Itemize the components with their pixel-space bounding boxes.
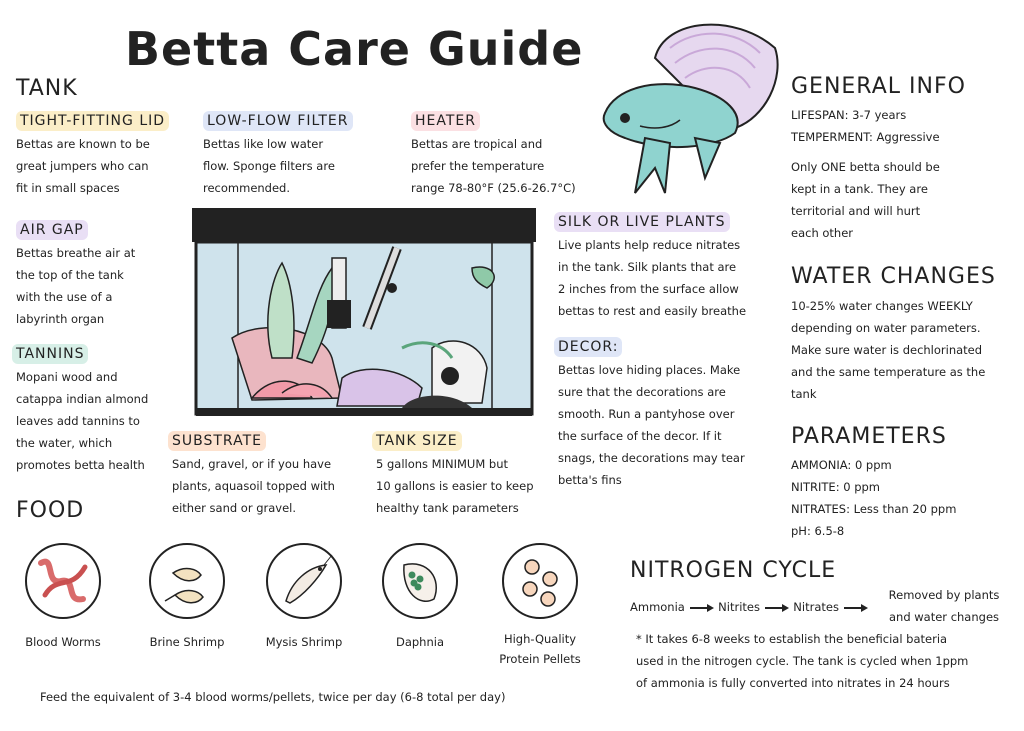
tank-size-block — [372, 430, 552, 519]
tank-heading: TANK — [16, 76, 78, 101]
general-text-line: territorial and will hurt — [791, 204, 921, 218]
decor-text-line: betta's fins — [558, 473, 622, 487]
nitrites-step: Nitrites — [718, 600, 760, 614]
plants-text-line: 2 inches from the surface allow — [558, 282, 739, 296]
nitrates-step: Nitrates — [793, 600, 839, 614]
heater-label: HEATER — [411, 111, 480, 131]
tight-fitting-lid-label: TIGHT-FITTING LID — [16, 111, 169, 131]
decor-text-line: the surface of the decor. If it — [558, 429, 722, 443]
food-item-blood-worms — [18, 543, 108, 649]
protein-pellets-icon — [502, 543, 578, 619]
arrow-right-icon — [764, 603, 790, 613]
decor-text-line: sure that the decorations are — [558, 385, 726, 399]
arrow-right-icon — [843, 603, 869, 613]
lid-text-line: great jumpers who can — [16, 159, 149, 173]
general-info-block — [791, 104, 1016, 244]
pellets-label-line: Protein Pellets — [499, 652, 581, 666]
heater-text-line: range 78-80°F (25.6-26.7°C) — [411, 181, 576, 195]
airgap-text-line: the top of the tank — [16, 268, 124, 282]
nitrite-parameter: NITRITE: 0 ppm — [791, 480, 880, 494]
substrate-text-line: plants, aquasoil topped with — [172, 479, 335, 493]
note-text-line: of ammonia is fully converted into nitrates in 24 hours — [636, 676, 950, 690]
tannins-text-line: Mopani wood and — [16, 370, 118, 384]
lid-text-line: Bettas are known to be — [16, 137, 150, 151]
air-gap-label: AIR GAP — [16, 220, 88, 240]
tanksize-text-line: healthy tank parameters — [376, 501, 519, 515]
blood-worms-icon — [25, 543, 101, 619]
nitrates-parameter: NITRATES: Less than 20 ppm — [791, 502, 957, 516]
page-title: Betta Care Guide — [125, 22, 584, 76]
tannins-text-line: the water, which — [16, 436, 113, 450]
nitrogen-cycle-note — [636, 628, 1021, 694]
betta-fish-illustration — [585, 18, 785, 198]
tank-size-label: TANK SIZE — [372, 431, 462, 451]
tannins-text-line: promotes betta health — [16, 458, 145, 472]
water-text-line: and the same temperature as the — [791, 365, 986, 379]
parameters-block — [791, 454, 1016, 542]
filter-text-line: flow. Sponge filters are — [203, 159, 335, 173]
substrate-block — [168, 430, 368, 519]
food-heading: FOOD — [16, 498, 85, 523]
substrate-text-line: Sand, gravel, or if you have — [172, 457, 332, 471]
water-changes-block — [791, 295, 1021, 405]
decor-text-line: Bettas love hiding places. Make — [558, 363, 741, 377]
heater-text-line: Bettas are tropical and — [411, 137, 543, 151]
decor-text-line: snags, the decorations may tear — [558, 451, 745, 465]
general-info-heading: GENERAL INFO — [791, 74, 966, 99]
plants-text-line: bettas to rest and easily breathe — [558, 304, 747, 318]
lid-text-line: fit in small spaces — [16, 181, 120, 195]
water-text-line: tank — [791, 387, 817, 401]
arrow-right-icon — [689, 603, 715, 613]
water-text-line: 10-25% water changes WEEKLY — [791, 299, 973, 313]
blood-worms-label: Blood Worms — [25, 635, 101, 649]
low-flow-filter-block — [203, 110, 388, 199]
parameters-heading: PARAMETERS — [791, 424, 947, 449]
airgap-text-line: with the use of a — [16, 290, 113, 304]
low-flow-filter-label: LOW-FLOW FILTER — [203, 111, 353, 131]
tight-fitting-lid-block — [16, 110, 191, 199]
water-text-line: Make sure water is dechlorinated — [791, 343, 983, 357]
note-text-line: * It takes 6-8 weeks to establish the beneficial bateria — [636, 632, 948, 646]
airgap-text-line: labyrinth organ — [16, 312, 105, 326]
decor-text-line: smooth. Run a pantyhose over — [558, 407, 735, 421]
filter-text-line: Bettas like low water — [203, 137, 324, 151]
tannins-text-line: leaves add tannins to — [16, 414, 140, 428]
general-text-line: kept in a tank. They are — [791, 182, 928, 196]
tannins-block — [12, 343, 182, 476]
mysis-shrimp-label: Mysis Shrimp — [265, 635, 343, 649]
tannins-label: TANNINS — [12, 344, 88, 364]
general-text-line: each other — [791, 226, 854, 240]
tanksize-text-line: 10 gallons is easier to keep — [376, 479, 534, 493]
removed-step — [874, 584, 1014, 628]
silk-or-live-plants-label: SILK OR LIVE PLANTS — [554, 212, 730, 232]
ph-parameter: pH: 6.5-8 — [791, 524, 845, 538]
food-item-mysis-shrimp — [254, 543, 354, 649]
daphnia-icon — [382, 543, 458, 619]
general-text-line: Only ONE betta should be — [791, 160, 940, 174]
lifespan-text: LIFESPAN: 3-7 years — [791, 108, 907, 122]
note-text-line: used in the nitrogen cycle. The tank is cycled when 1ppm — [636, 654, 969, 668]
decor-block — [554, 336, 779, 491]
filter-text-line: recommended. — [203, 181, 291, 195]
ammonia-step: Ammonia — [630, 600, 685, 614]
decor-label: DECOR: — [554, 337, 622, 357]
airgap-text-line: Bettas breathe air at — [16, 246, 136, 260]
food-item-protein-pellets — [490, 543, 590, 669]
food-item-daphnia — [370, 543, 470, 649]
protein-pellets-label — [490, 629, 590, 669]
brine-shrimp-icon — [149, 543, 225, 619]
nitrogen-cycle-heading: NITROGEN CYCLE — [630, 558, 837, 583]
daphnia-label: Daphnia — [395, 635, 445, 649]
food-item-brine-shrimp — [134, 543, 240, 649]
tannins-text-line: catappa indian almond — [16, 392, 149, 406]
water-text-line: depending on water parameters. — [791, 321, 981, 335]
water-changes-heading: WATER CHANGES — [791, 264, 996, 289]
brine-shrimp-label: Brine Shrimp — [149, 635, 225, 649]
substrate-label: SUBSTRATE — [168, 431, 266, 451]
tanksize-text-line: 5 gallons MINIMUM but — [376, 457, 509, 471]
heater-text-line: prefer the temperature — [411, 159, 545, 173]
mysis-shrimp-icon — [266, 543, 342, 619]
feeding-note: Feed the equivalent of 3-4 blood worms/pellets, twice per day (6-8 total per day) — [40, 690, 506, 704]
aquarium-illustration — [192, 208, 536, 420]
substrate-text-line: either sand or gravel. — [172, 501, 297, 515]
plants-text-line: Live plants help reduce nitrates — [558, 238, 741, 252]
silk-or-live-plants-block — [554, 211, 779, 322]
plants-text-line: in the tank. Silk plants that are — [558, 260, 737, 274]
removed-text-line: and water changes — [888, 610, 1000, 624]
ammonia-parameter: AMMONIA: 0 ppm — [791, 458, 892, 472]
removed-text-line: Removed by plants — [888, 588, 1000, 602]
heater-block — [411, 110, 601, 199]
pellets-label-line: High-Quality — [503, 632, 577, 646]
air-gap-block — [16, 219, 186, 330]
temperment-text: TEMPERMENT: Aggressive — [791, 130, 940, 144]
